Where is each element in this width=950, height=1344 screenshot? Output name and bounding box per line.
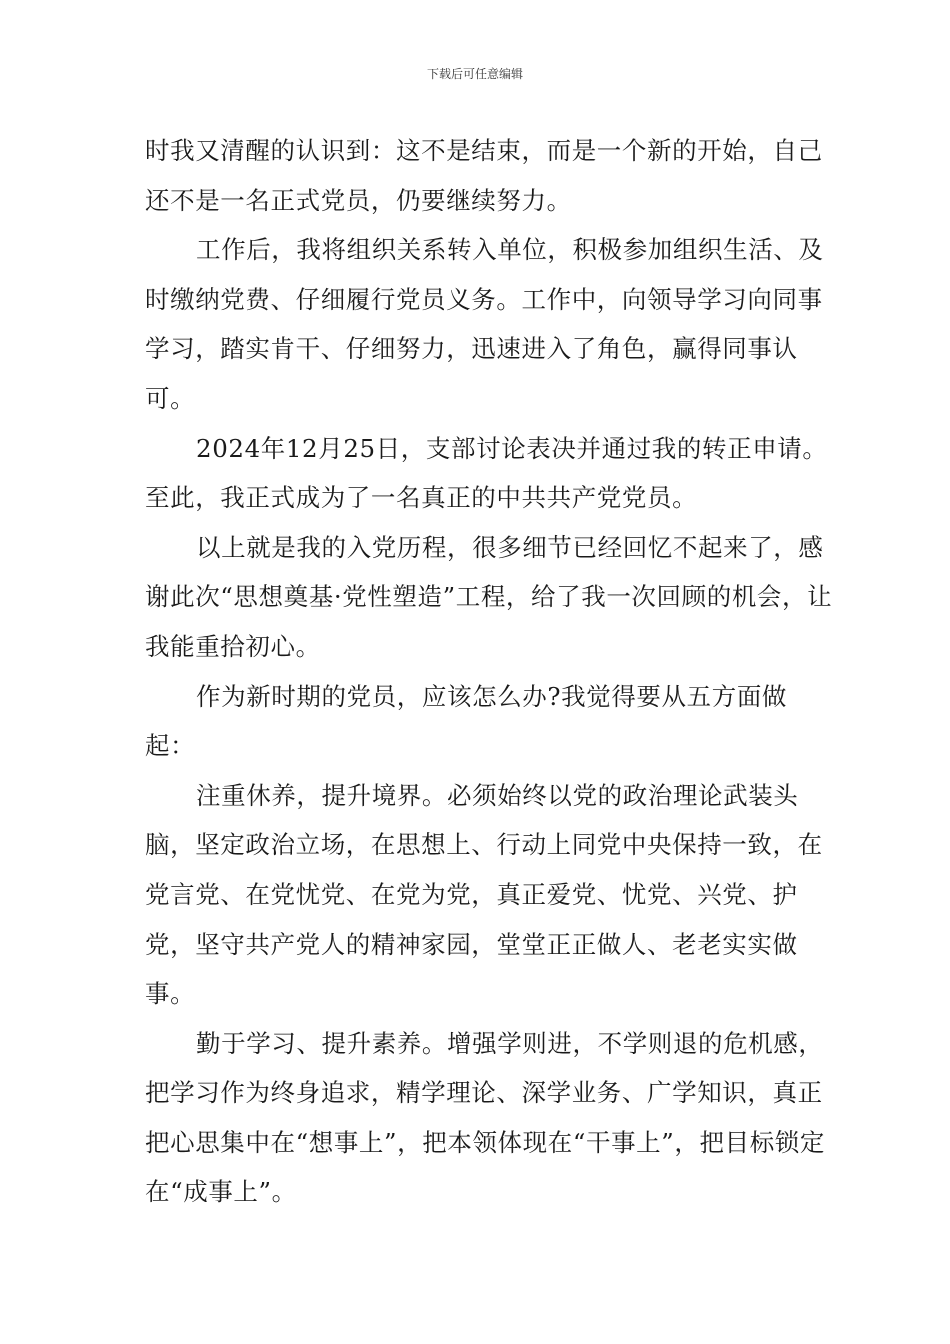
paragraph-point-cultivation: 注重休养，提升境界。必须始终以党的政治理论武装头脑，坚定政治立场，在思想上、行动上同党中央保持一致，在党言党、在党忧党、在党为党，真正爱党、忧党、兴党、护党，坚守共产党人的精神家园，堂堂正正做人、老老实实做事。	[145, 780, 823, 1009]
paragraph-probation-end: 2024年12月25日，支部讨论表决并通过我的转正申请。至此，我正式成为了一名真正的中共共产党党员。	[145, 433, 828, 513]
paragraph-reflection: 以上就是我的入党历程，很多细节已经回忆不起来了，感谢此次“思想奠基·党性塑造”工程，给了我一次回顾的机会，让我能重拾初心。	[145, 532, 833, 661]
paragraph-work: 工作后，我将组织关系转入单位，积极参加组织生活、及时缴纳党费、仔细履行党员义务。工作中，向领导学习向同事学习，踏实肯干、仔细努力，迅速进入了角色，赢得同事认可。	[145, 235, 824, 413]
page-header: 下载后可任意编辑	[426, 67, 523, 81]
paragraph-question: 作为新时期的党员，应该怎么办?我觉得要从五方面做起：	[145, 681, 788, 761]
document-body	[145, 126, 835, 1217]
paragraph-point-learning: 勤于学习、提升素养。增强学则进，不学则退的危机感，把学习作为终身追求，精学理论、深学业务、广学知识，真正把心思集中在“想事上”，把本领体现在“干事上”，把目标锁定在“成事上”。	[145, 1028, 825, 1207]
paragraph-continuation: 时我又清醒的认识到：这不是结束，而是一个新的开始，自己还不是一名正式党员，仍要继续努力。	[145, 136, 823, 215]
